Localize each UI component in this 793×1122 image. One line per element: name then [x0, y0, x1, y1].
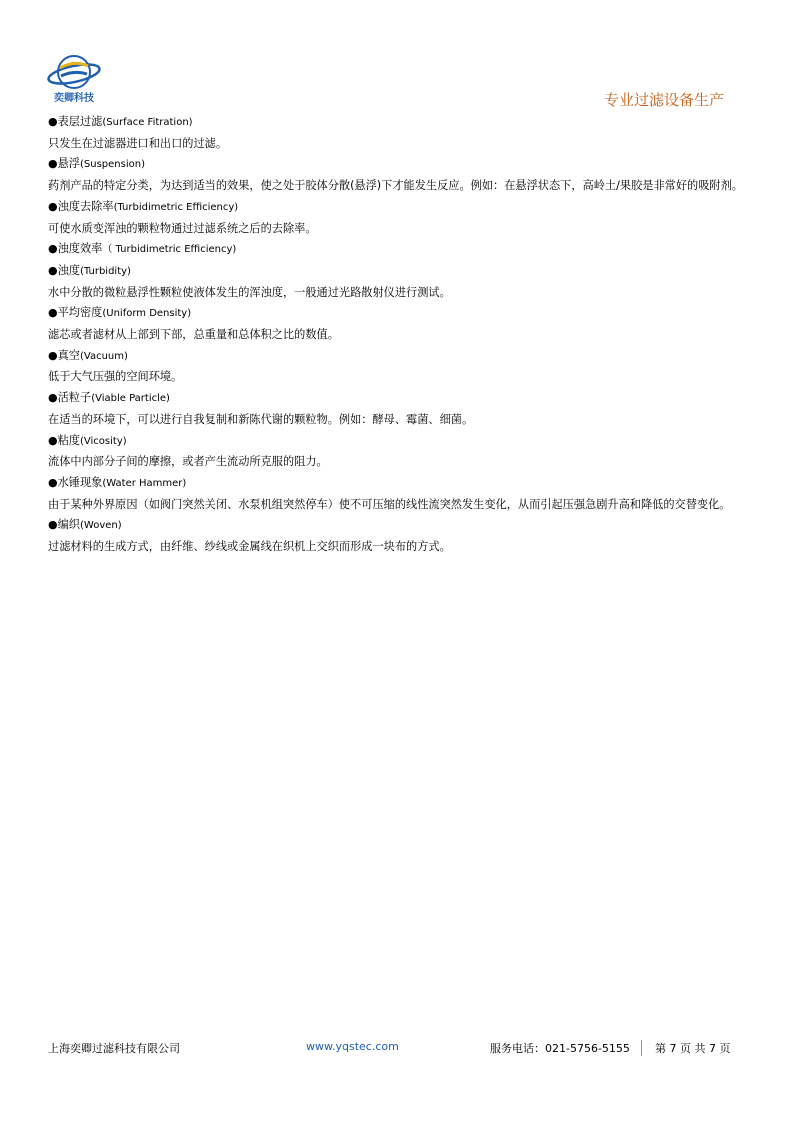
- term-chinese: 水锤现象: [57, 475, 103, 489]
- glossary-term: [48, 154, 753, 176]
- glossary-term: [48, 431, 753, 453]
- globe-logo-icon: [44, 52, 104, 92]
- footer-divider: [641, 1040, 642, 1056]
- term-chinese: 表层过滤: [57, 115, 103, 128]
- glossary-term: [48, 112, 753, 134]
- glossary-term: [48, 388, 753, 410]
- term-chinese: 活粒子: [57, 391, 92, 405]
- term-english: (Woven): [80, 520, 122, 532]
- glossary-term: [48, 261, 753, 283]
- term-definition: 药剂产品的特定分类，为达到适当的效果，使之处于胶体分散(悬浮)下才能发生反应。例如：在悬浮状态下，高岭土/果胶是非常好的吸附剂。: [48, 179, 743, 193]
- glossary-term: [48, 515, 753, 537]
- glossary-term: [48, 303, 753, 325]
- header-slogan: 专业过滤设备生产: [604, 91, 725, 109]
- glossary-term: [48, 346, 753, 368]
- footer-phone: 服务电话：021-5756-5155: [490, 1042, 630, 1055]
- bullet-icon: ●: [48, 348, 58, 362]
- glossary-term: [48, 239, 753, 261]
- term-definition: 水中分散的微粒悬浮性颗粒使液体发生的浑浊度，一般通过光路散射仪进行测试。: [48, 285, 451, 299]
- bullet-icon: ●: [48, 306, 58, 320]
- footer-page-number: 第 7 页 共 7 页: [655, 1042, 731, 1055]
- term-english: （ Turbidimetric Efficiency): [102, 244, 237, 256]
- term-english: (Water Hammer): [102, 477, 187, 489]
- term-english: (Turbidimetric Efficiency): [113, 201, 239, 213]
- term-chinese: 悬浮: [57, 157, 80, 171]
- bullet-icon: ●: [48, 263, 58, 277]
- term-definition: 由于某种外界原因（如阀门突然关闭、水泵机组突然停车）使不可压缩的线性流突然发生变化，从而引起压强急剧升高和降低的交替变化。: [48, 497, 731, 511]
- term-english: (Vicosity): [80, 435, 127, 447]
- term-english: (Turbidity): [80, 265, 131, 277]
- glossary-content: [48, 112, 753, 558]
- term-chinese: 浊度效率: [57, 242, 103, 256]
- glossary-term: [48, 473, 753, 495]
- term-chinese: 粘度: [57, 433, 80, 447]
- term-english: (Vacuum): [80, 350, 128, 362]
- term-chinese: 编织: [57, 518, 80, 532]
- term-definition: 过滤材料的生成方式，由纤维、纱线或金属线在织机上交织而形成一块布的方式。: [48, 540, 451, 554]
- glossary-term: [48, 197, 753, 219]
- term-definition: 只发生在过滤器进口和出口的过滤。: [48, 136, 228, 150]
- term-definition: 低于大气压强的空间环境。: [48, 370, 183, 384]
- footer-website-link[interactable]: www.yqstec.com: [306, 1040, 399, 1053]
- company-logo: [44, 52, 104, 104]
- bullet-icon: ●: [48, 475, 58, 489]
- term-definition: 在适当的环境下，可以进行自我复制和新陈代谢的颗粒物。例如：酵母、霉菌、细菌。: [48, 412, 474, 426]
- footer-company: 上海奕卿过滤科技有限公司: [48, 1042, 180, 1055]
- term-definition: 滤芯或者滤材从上部到下部，总重量和总体积之比的数值。: [48, 328, 339, 342]
- term-english: (Uniform Density): [102, 308, 192, 320]
- logo-text: 奕卿科技: [54, 93, 94, 104]
- bullet-icon: ●: [48, 242, 58, 256]
- bullet-icon: ●: [48, 391, 58, 405]
- term-chinese: 真空: [57, 348, 80, 362]
- term-chinese: 浊度去除率: [57, 199, 114, 213]
- bullet-icon: ●: [48, 199, 58, 213]
- term-english: (Viable Particle): [91, 393, 170, 405]
- term-definition: 可使水质变浑浊的颗粒物通过过滤系统之后的去除率。: [48, 221, 317, 235]
- bullet-icon: ●: [48, 518, 58, 532]
- bullet-icon: ●: [48, 157, 58, 171]
- term-definition: 流体中内部分子间的摩擦，或者产生流动所克服的阻力。: [48, 455, 328, 469]
- term-english: (Surface Fitration): [102, 117, 193, 128]
- term-chinese: 浊度: [57, 263, 80, 277]
- bullet-icon: ●: [48, 115, 58, 128]
- term-english: (Suspension): [80, 159, 145, 171]
- page-footer: [48, 1040, 748, 1058]
- bullet-icon: ●: [48, 433, 58, 447]
- term-chinese: 平均密度: [57, 306, 103, 320]
